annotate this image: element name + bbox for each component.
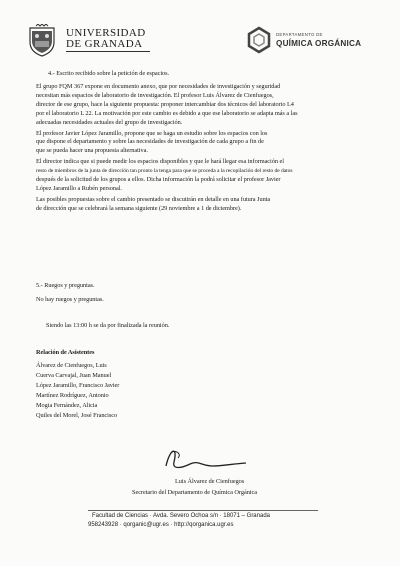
section4-line: El director indica que si puede medir los espacios disponibles y que le hará llegar esa información el [36, 158, 284, 166]
footer-address: Facultad de Ciencias · Avda. Severo Ochoa s/n · 18071 – Granada [92, 513, 270, 519]
section4-line: necesitan más espacios de laboratorio de investigación. El profesor Luis Álvarez de Cienfuegos, [36, 91, 274, 99]
signatory-role: Secretario del Departamento de Química Orgánica [132, 489, 257, 496]
closing-statement: Siendo las 13:00 h se da por finalizada la reunión. [46, 322, 170, 329]
attendee-name: Martínez Rodríguez, Antonio [36, 392, 109, 399]
section4-line: Las posibles propuestas sobre el cambio presentado se discutirán en detalle en una futura Junta [36, 195, 271, 203]
university-name-line2: DE GRANADA [66, 38, 143, 50]
footer-contact: 958243928 · qorganic@ugr.es · http://qorganica.ugr.es [88, 522, 234, 528]
section4-line: El grupo FQM 367 expone en documento anexo, que por necesidades de investigación y seguridad [36, 83, 281, 90]
attendee-name: López Jaramillo, Francisco Javier [36, 382, 120, 389]
section4-line: adecuadas necesidades actuales del grupo de investigación. [36, 118, 183, 126]
section4-line: de dirección que se celebrará la semana siguiente (29 noviembre a 1 de diciembre). [36, 204, 242, 212]
section4-line: resto de miembros de la junta de dirección tan pronto la tenga para que se proceda a la recopilación del resto de datos [36, 168, 293, 175]
signatory-name: Luis Álvarez de Cienfuegos [175, 478, 245, 485]
department-label-big: QUÍMICA ORGÁNICA [276, 39, 362, 48]
section4-line: director de ese grupo, hace la siguiente propuesta: proponer intercambiar dos técnicos del laboratorio L4 [36, 100, 294, 108]
section4-line: después de la solicitud de los grupos a ellos. Dicha información la podrá solicitar el profesor Javier [36, 176, 281, 184]
section5-text: No hay ruegos y preguntas. [36, 296, 104, 303]
section4-body [36, 83, 371, 214]
university-name-line1: UNIVERSIDAD [66, 27, 146, 39]
section4-line: que se pueda hacer una propuesta alternativa. [36, 147, 148, 155]
header-rule [66, 51, 150, 52]
footer-rule [88, 510, 318, 511]
section4-line: López Jaramillo a Rubén personal. [36, 184, 122, 192]
attendees-list [36, 361, 119, 421]
university-crest-icon [26, 24, 58, 58]
section5-title: 5.- Ruegos y preguntas. [36, 282, 95, 289]
university-header [26, 24, 176, 58]
attendee-name: Mogia Fernández, Alicia [36, 402, 98, 409]
section4-line: El profesor Javier López Jaramillo, propone que se haga un estudio sobre los espacios con los [36, 129, 268, 137]
attendee-name: Cuerva Carvajal, Juan Manuel [36, 372, 112, 379]
hexagon-molecule-icon [246, 26, 272, 54]
section4-line: por el laboratorio L 22. La motivación por este cambio es debido a que ese laboratorio se adapta más a las [36, 109, 298, 117]
handwritten-signature [160, 440, 250, 476]
department-label-small: DEPARTAMENTO DE [276, 32, 323, 37]
section4-line: que dispone el departamento y sobre las necesidades de investigación de cada grupo a fin de [36, 138, 264, 146]
attendees-title: Relación de Asistentes [36, 349, 95, 356]
attendee-name: Álvarez de Cienfuegos, Luis [36, 362, 107, 369]
department-header [246, 26, 376, 56]
section4-title: 4.- Escrito recibido sobre la petición de espacios. [48, 70, 170, 77]
attendee-name: Quiles del Morel, José Francisco [36, 412, 118, 419]
